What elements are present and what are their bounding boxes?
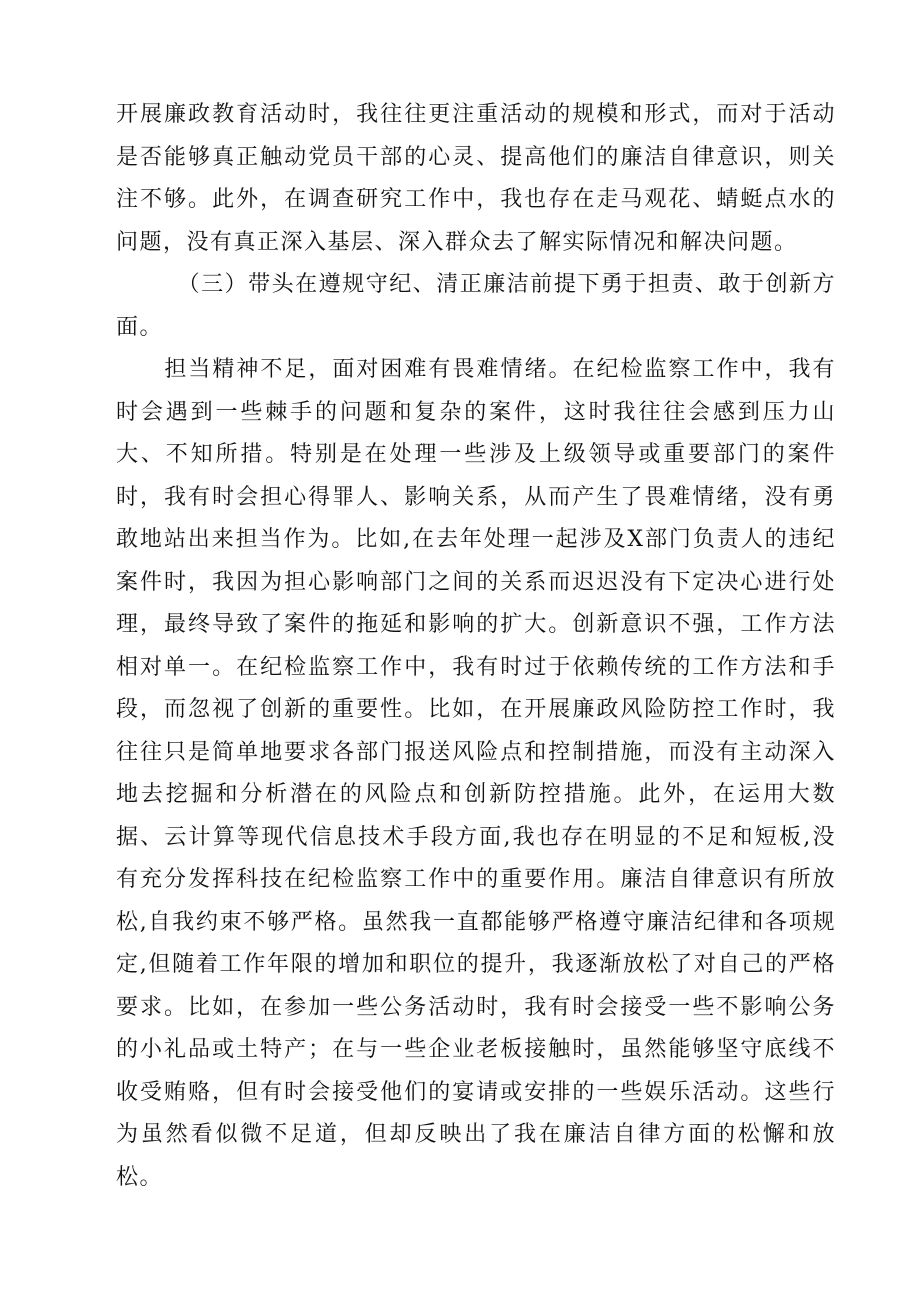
section-heading: （三）带头在遵规守纪、清正廉洁前提下勇于担责、敢于创新方面。 xyxy=(116,272,836,340)
paragraph-body: 担当精神不足，面对困难有畏难情绪。在纪检监察工作中，我有时会遇到一些棘手的问题和复杂的案件，这时我往往会感到压力山大、不知所措。特别是在处理一些涉及上级领导或重要部门的案件时，我有时会担心得罪人、影响关系，从而产生了畏难情绪，没有勇敢地站出来担当作为。比如,在去年处理一起涉及X部门负责人的违纪案件时，我因为担心影响部门之间的关系而迟迟没有下定决心进行处理，最终导致了案件的拖延和影响的扩大。创新意识不强，工作方法相对单一。在纪检监察工作中，我有时过于依赖传统的工作方法和手段，而忽视了创新的重要性。比如，在开展廉政风险防控工作时，我往往只是简单地要求各部门报送风险点和控制措施，而没有主动深入地去挖掘和分析潜在的风险点和创新防控措施。此外，在运用大数据、云计算等现代信息技术手段方面,我也存在明显的不足和短板,没有充分发挥科技在纪检监察工作中的重要作用。廉洁自律意识有所放松,自我约束不够严格。虽然我一直都能够严格遵守廉洁纪律和各项规定,但随着工作年限的增加和职位的提升，我逐渐放松了对自己的严格要求。比如，在参加一些公务活动时，我有时会接受一些不影响公务的小礼品或土特产；在与一些企业老板接触时，虽然能够坚守底线不收受贿赂，但有时会接受他们的宴请或安排的一些娱乐活动。这些行为虽然看似微不足道，但却反映出了我在廉洁自律方面的松懈和放松。 xyxy=(116,357,836,1190)
paragraph-continuation: 开展廉政教育活动时，我往往更注重活动的规模和形式，而对于活动是否能够真正触动党员干部的心灵、提高他们的廉洁自律意识，则关注不够。此外，在调查研究工作中，我也存在走马观花、蜻蜓点水的问题，没有真正深入基层、深入群众去了解实际情况和解决问题。 xyxy=(116,102,836,255)
document-body xyxy=(116,94,836,1199)
